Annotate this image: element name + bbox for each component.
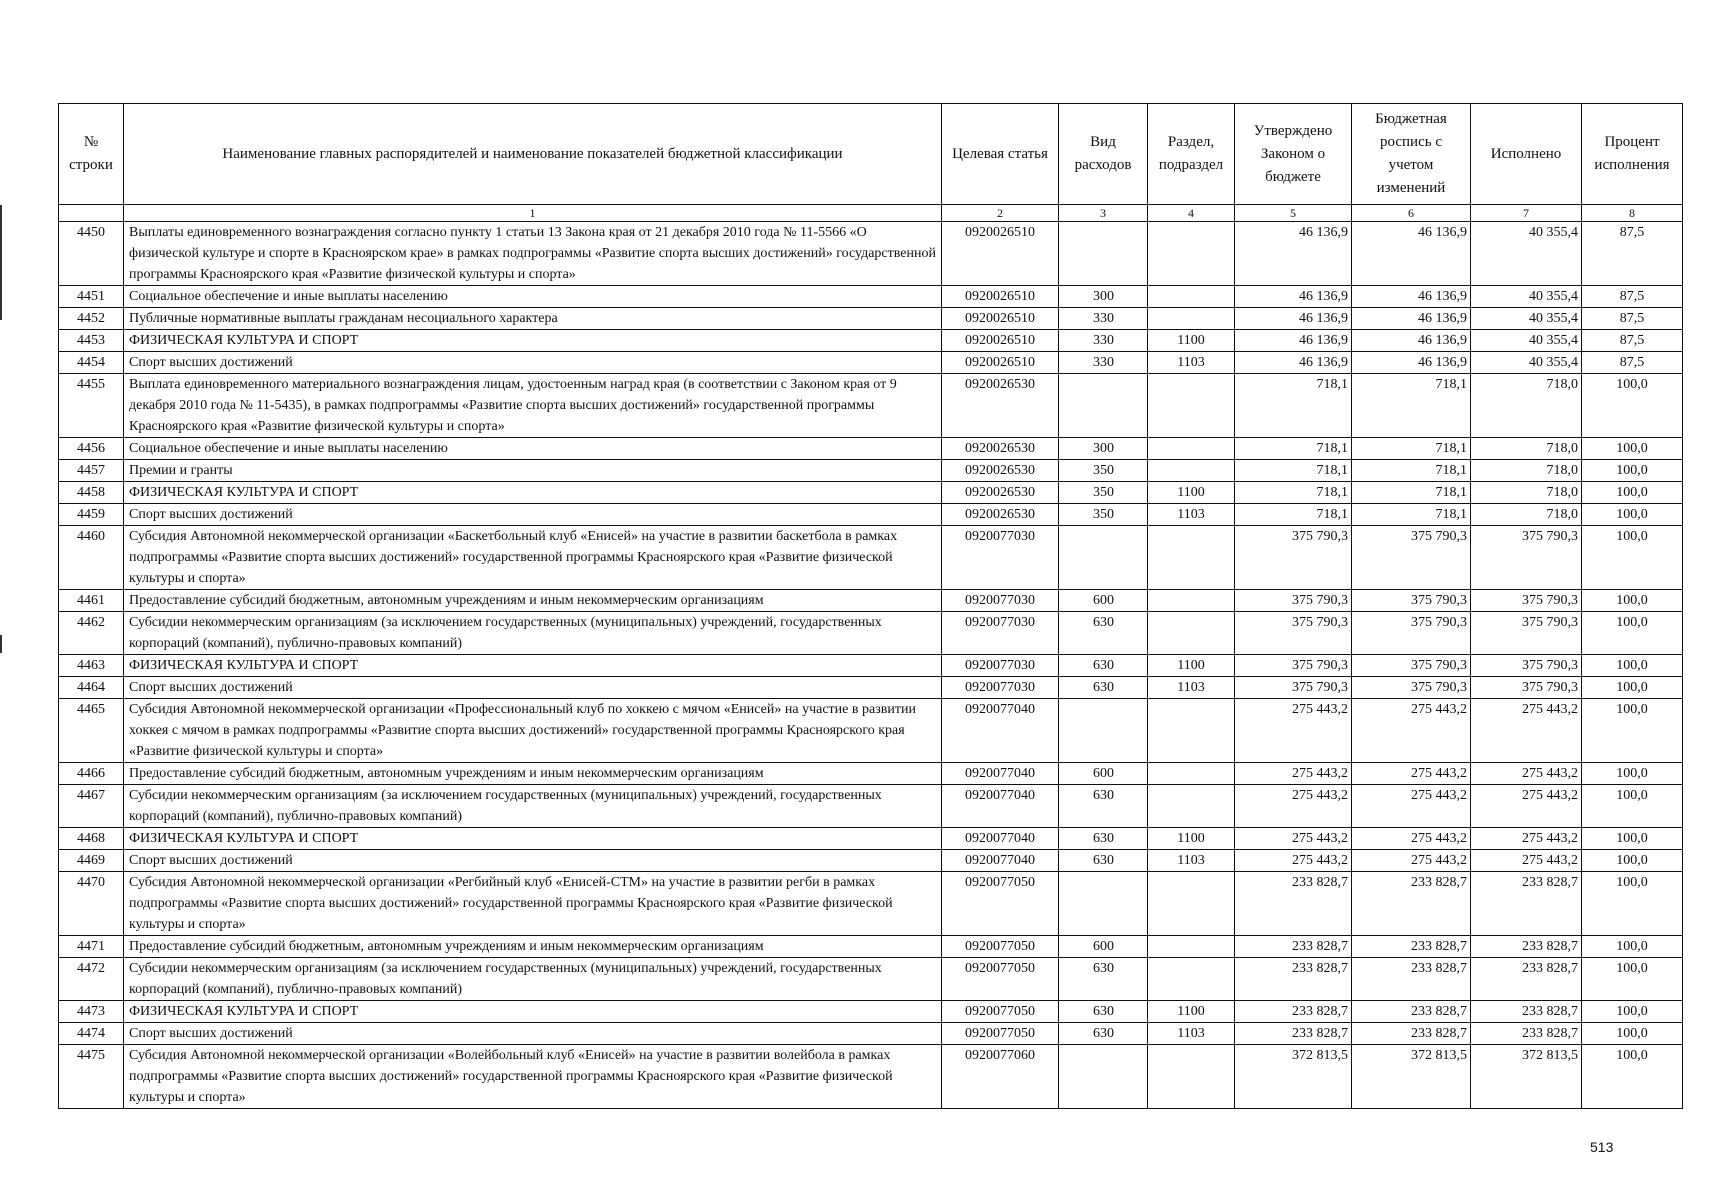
page-number: 513 bbox=[1590, 1139, 1614, 1155]
target-article-code: 0920026510 bbox=[942, 308, 1059, 330]
expense-type-code: 330 bbox=[1059, 308, 1148, 330]
target-article-code: 0920077050 bbox=[942, 1001, 1059, 1023]
expense-type-code: 350 bbox=[1059, 460, 1148, 482]
budget-schedule-amount: 718,1 bbox=[1352, 374, 1471, 438]
row-name: Субсидии некоммерческим организациям (за исключением государственных (муниципальных) учреждений, государственных корпораций (компаний), публично-правовых компаний) bbox=[124, 785, 942, 828]
row-name: Предоставление субсидий бюджетным, автономным учреждениям и иным некоммерческим организациям bbox=[124, 590, 942, 612]
header-percent: Процент исполнения bbox=[1582, 104, 1683, 205]
table-row bbox=[59, 677, 1683, 699]
approved-amount: 46 136,9 bbox=[1235, 352, 1352, 374]
row-name: Предоставление субсидий бюджетным, автономным учреждениям и иным некоммерческим организациям bbox=[124, 936, 942, 958]
table-row bbox=[59, 590, 1683, 612]
budget-schedule-amount: 718,1 bbox=[1352, 482, 1471, 504]
expense-type-code bbox=[1059, 699, 1148, 763]
section-code: 1103 bbox=[1148, 1023, 1235, 1045]
expense-type-code: 630 bbox=[1059, 677, 1148, 699]
row-name: Социальное обеспечение и иные выплаты населению bbox=[124, 286, 942, 308]
expense-type-code: 630 bbox=[1059, 958, 1148, 1001]
column-number: 7 bbox=[1471, 205, 1582, 222]
table-row bbox=[59, 1023, 1683, 1045]
header-row-number: № строки bbox=[59, 104, 124, 205]
executed-amount: 718,0 bbox=[1471, 460, 1582, 482]
table-body bbox=[59, 222, 1683, 1109]
executed-amount: 233 828,7 bbox=[1471, 1023, 1582, 1045]
table-row bbox=[59, 1001, 1683, 1023]
budget-schedule-amount: 275 443,2 bbox=[1352, 850, 1471, 872]
target-article-code: 0920077030 bbox=[942, 612, 1059, 655]
table-row bbox=[59, 438, 1683, 460]
table-row bbox=[59, 763, 1683, 785]
executed-amount: 275 443,2 bbox=[1471, 763, 1582, 785]
executed-amount: 718,0 bbox=[1471, 374, 1582, 438]
budget-schedule-amount: 275 443,2 bbox=[1352, 763, 1471, 785]
target-article-code: 0920026510 bbox=[942, 352, 1059, 374]
column-number: 5 bbox=[1235, 205, 1352, 222]
approved-amount: 375 790,3 bbox=[1235, 590, 1352, 612]
execution-percent: 100,0 bbox=[1582, 1001, 1683, 1023]
approved-amount: 275 443,2 bbox=[1235, 699, 1352, 763]
execution-percent: 100,0 bbox=[1582, 526, 1683, 590]
row-name: ФИЗИЧЕСКАЯ КУЛЬТУРА И СПОРТ bbox=[124, 482, 942, 504]
row-number: 4473 bbox=[59, 1001, 124, 1023]
execution-percent: 100,0 bbox=[1582, 374, 1683, 438]
approved-amount: 375 790,3 bbox=[1235, 526, 1352, 590]
row-number: 4474 bbox=[59, 1023, 124, 1045]
section-code: 1100 bbox=[1148, 482, 1235, 504]
column-number: 8 bbox=[1582, 205, 1683, 222]
budget-schedule-amount: 233 828,7 bbox=[1352, 958, 1471, 1001]
row-name: Субсидия Автономной некоммерческой организации «Волейбольный клуб «Енисей» на участие в развитии волейбола в рамках подпрограммы «Развитие спорта высших достижений» государственной программы Красноярского края «Развитие физической культуры и спорта» bbox=[124, 1045, 942, 1109]
budget-schedule-amount: 233 828,7 bbox=[1352, 872, 1471, 936]
budget-schedule-amount: 46 136,9 bbox=[1352, 330, 1471, 352]
target-article-code: 0920077030 bbox=[942, 677, 1059, 699]
budget-schedule-amount: 275 443,2 bbox=[1352, 828, 1471, 850]
section-code: 1103 bbox=[1148, 504, 1235, 526]
table-row bbox=[59, 504, 1683, 526]
approved-amount: 718,1 bbox=[1235, 460, 1352, 482]
expense-type-code: 630 bbox=[1059, 612, 1148, 655]
row-name: ФИЗИЧЕСКАЯ КУЛЬТУРА И СПОРТ bbox=[124, 828, 942, 850]
row-number: 4452 bbox=[59, 308, 124, 330]
row-name: Спорт высших достижений bbox=[124, 677, 942, 699]
column-number: 6 bbox=[1352, 205, 1471, 222]
target-article-code: 0920026530 bbox=[942, 460, 1059, 482]
section-code bbox=[1148, 612, 1235, 655]
table-row bbox=[59, 785, 1683, 828]
table-row bbox=[59, 850, 1683, 872]
row-number: 4451 bbox=[59, 286, 124, 308]
execution-percent: 87,5 bbox=[1582, 308, 1683, 330]
table-row bbox=[59, 655, 1683, 677]
row-name: Спорт высших достижений bbox=[124, 1023, 942, 1045]
row-name: Субсидия Автономной некоммерческой организации «Профессиональный клуб по хоккею с мячом «Енисей» на участие в развитии хоккея с мячом в рамках подпрограммы «Развитие спорта высших достижений» государственной программы Красноярского края «Развитие физической культуры и спорта» bbox=[124, 699, 942, 763]
table-row bbox=[59, 936, 1683, 958]
row-number: 4457 bbox=[59, 460, 124, 482]
approved-amount: 375 790,3 bbox=[1235, 677, 1352, 699]
execution-percent: 100,0 bbox=[1582, 612, 1683, 655]
executed-amount: 40 355,4 bbox=[1471, 308, 1582, 330]
approved-amount: 46 136,9 bbox=[1235, 222, 1352, 286]
row-number: 4462 bbox=[59, 612, 124, 655]
executed-amount: 375 790,3 bbox=[1471, 612, 1582, 655]
budget-schedule-amount: 375 790,3 bbox=[1352, 612, 1471, 655]
expense-type-code: 300 bbox=[1059, 286, 1148, 308]
budget-table bbox=[58, 103, 1683, 1109]
row-name: Спорт высших достижений bbox=[124, 850, 942, 872]
header-expense-type: Вид расходов bbox=[1059, 104, 1148, 205]
approved-amount: 275 443,2 bbox=[1235, 785, 1352, 828]
table-row bbox=[59, 828, 1683, 850]
executed-amount: 375 790,3 bbox=[1471, 655, 1582, 677]
approved-amount: 233 828,7 bbox=[1235, 872, 1352, 936]
expense-type-code: 600 bbox=[1059, 763, 1148, 785]
binder-mark bbox=[0, 205, 2, 320]
table-row bbox=[59, 460, 1683, 482]
execution-percent: 87,5 bbox=[1582, 222, 1683, 286]
target-article-code: 0920077040 bbox=[942, 763, 1059, 785]
row-number: 4475 bbox=[59, 1045, 124, 1109]
section-code: 1100 bbox=[1148, 655, 1235, 677]
target-article-code: 0920026530 bbox=[942, 374, 1059, 438]
execution-percent: 100,0 bbox=[1582, 958, 1683, 1001]
approved-amount: 372 813,5 bbox=[1235, 1045, 1352, 1109]
row-name: Публичные нормативные выплаты гражданам несоциального характера bbox=[124, 308, 942, 330]
budget-schedule-amount: 46 136,9 bbox=[1352, 308, 1471, 330]
executed-amount: 233 828,7 bbox=[1471, 1001, 1582, 1023]
budget-schedule-amount: 275 443,2 bbox=[1352, 699, 1471, 763]
budget-schedule-amount: 718,1 bbox=[1352, 438, 1471, 460]
section-code bbox=[1148, 958, 1235, 1001]
target-article-code: 0920077040 bbox=[942, 699, 1059, 763]
table-row bbox=[59, 872, 1683, 936]
section-code: 1100 bbox=[1148, 1001, 1235, 1023]
execution-percent: 100,0 bbox=[1582, 504, 1683, 526]
executed-amount: 375 790,3 bbox=[1471, 526, 1582, 590]
row-number: 4467 bbox=[59, 785, 124, 828]
executed-amount: 233 828,7 bbox=[1471, 872, 1582, 936]
budget-schedule-amount: 718,1 bbox=[1352, 504, 1471, 526]
header-executed: Исполнено bbox=[1471, 104, 1582, 205]
expense-type-code: 600 bbox=[1059, 936, 1148, 958]
expense-type-code: 300 bbox=[1059, 438, 1148, 460]
executed-amount: 372 813,5 bbox=[1471, 1045, 1582, 1109]
approved-amount: 233 828,7 bbox=[1235, 1023, 1352, 1045]
section-code bbox=[1148, 286, 1235, 308]
section-code bbox=[1148, 308, 1235, 330]
header-row bbox=[59, 104, 1683, 205]
column-numbers-row bbox=[59, 205, 1683, 222]
approved-amount: 233 828,7 bbox=[1235, 958, 1352, 1001]
row-name: Выплата единовременного материального вознаграждения лицам, удостоенным наград края (в соответствии с Законом края от 9 декабря 2010 года № 11-5435), в рамках подпрограммы «Развитие спорта высших достижений» государственной программы Красноярского края «Развитие физической культуры и спорта» bbox=[124, 374, 942, 438]
section-code bbox=[1148, 374, 1235, 438]
section-code: 1100 bbox=[1148, 330, 1235, 352]
expense-type-code: 600 bbox=[1059, 590, 1148, 612]
table-row bbox=[59, 526, 1683, 590]
execution-percent: 100,0 bbox=[1582, 763, 1683, 785]
executed-amount: 40 355,4 bbox=[1471, 222, 1582, 286]
executed-amount: 275 443,2 bbox=[1471, 850, 1582, 872]
section-code bbox=[1148, 590, 1235, 612]
executed-amount: 275 443,2 bbox=[1471, 828, 1582, 850]
approved-amount: 718,1 bbox=[1235, 504, 1352, 526]
execution-percent: 87,5 bbox=[1582, 286, 1683, 308]
target-article-code: 0920077030 bbox=[942, 655, 1059, 677]
execution-percent: 100,0 bbox=[1582, 872, 1683, 936]
approved-amount: 718,1 bbox=[1235, 438, 1352, 460]
row-number: 4469 bbox=[59, 850, 124, 872]
table-row bbox=[59, 308, 1683, 330]
section-code bbox=[1148, 460, 1235, 482]
table-row bbox=[59, 699, 1683, 763]
approved-amount: 275 443,2 bbox=[1235, 828, 1352, 850]
executed-amount: 718,0 bbox=[1471, 438, 1582, 460]
execution-percent: 100,0 bbox=[1582, 785, 1683, 828]
table-row bbox=[59, 222, 1683, 286]
section-code bbox=[1148, 526, 1235, 590]
approved-amount: 275 443,2 bbox=[1235, 850, 1352, 872]
budget-schedule-amount: 718,1 bbox=[1352, 460, 1471, 482]
executed-amount: 375 790,3 bbox=[1471, 590, 1582, 612]
row-name: ФИЗИЧЕСКАЯ КУЛЬТУРА И СПОРТ bbox=[124, 655, 942, 677]
expense-type-code: 630 bbox=[1059, 850, 1148, 872]
table-row bbox=[59, 958, 1683, 1001]
budget-schedule-amount: 46 136,9 bbox=[1352, 352, 1471, 374]
row-name: Премии и гранты bbox=[124, 460, 942, 482]
expense-type-code bbox=[1059, 526, 1148, 590]
row-name: ФИЗИЧЕСКАЯ КУЛЬТУРА И СПОРТ bbox=[124, 1001, 942, 1023]
target-article-code: 0920077050 bbox=[942, 1023, 1059, 1045]
row-name: Социальное обеспечение и иные выплаты населению bbox=[124, 438, 942, 460]
approved-amount: 718,1 bbox=[1235, 482, 1352, 504]
section-code bbox=[1148, 222, 1235, 286]
table-row bbox=[59, 482, 1683, 504]
table-row bbox=[59, 286, 1683, 308]
budget-schedule-amount: 233 828,7 bbox=[1352, 936, 1471, 958]
row-name: Спорт высших достижений bbox=[124, 504, 942, 526]
budget-schedule-amount: 375 790,3 bbox=[1352, 526, 1471, 590]
section-code bbox=[1148, 438, 1235, 460]
approved-amount: 275 443,2 bbox=[1235, 763, 1352, 785]
target-article-code: 0920026530 bbox=[942, 438, 1059, 460]
execution-percent: 87,5 bbox=[1582, 330, 1683, 352]
executed-amount: 40 355,4 bbox=[1471, 286, 1582, 308]
target-article-code: 0920077040 bbox=[942, 785, 1059, 828]
execution-percent: 100,0 bbox=[1582, 699, 1683, 763]
execution-percent: 100,0 bbox=[1582, 438, 1683, 460]
target-article-code: 0920026510 bbox=[942, 222, 1059, 286]
section-code: 1100 bbox=[1148, 828, 1235, 850]
row-number: 4461 bbox=[59, 590, 124, 612]
header-section: Раздел, подраздел bbox=[1148, 104, 1235, 205]
row-name: Субсидия Автономной некоммерческой организации «Баскетбольный клуб «Енисей» на участие в развитии баскетбола в рамках подпрограммы «Развитие спорта высших достижений» государственной программы Красноярского края «Развитие физической культуры и спорта» bbox=[124, 526, 942, 590]
target-article-code: 0920026510 bbox=[942, 330, 1059, 352]
table-row bbox=[59, 352, 1683, 374]
row-name: Субсидия Автономной некоммерческой организации «Регбийный клуб «Енисей-СТМ» на участие в развитии регби в рамках подпрограммы «Развитие спорта высших достижений» государственной программы Красноярского края «Развитие физической культуры и спорта» bbox=[124, 872, 942, 936]
executed-amount: 40 355,4 bbox=[1471, 352, 1582, 374]
header-budget-schedule: Бюджетная роспись с учетом изменений bbox=[1352, 104, 1471, 205]
row-number: 4456 bbox=[59, 438, 124, 460]
expense-type-code: 630 bbox=[1059, 1023, 1148, 1045]
column-number bbox=[59, 205, 124, 222]
execution-percent: 87,5 bbox=[1582, 352, 1683, 374]
row-name: Субсидии некоммерческим организациям (за исключением государственных (муниципальных) учреждений, государственных корпораций (компаний), публично-правовых компаний) bbox=[124, 612, 942, 655]
section-code bbox=[1148, 763, 1235, 785]
execution-percent: 100,0 bbox=[1582, 590, 1683, 612]
row-number: 4454 bbox=[59, 352, 124, 374]
budget-schedule-amount: 233 828,7 bbox=[1352, 1001, 1471, 1023]
section-code: 1103 bbox=[1148, 850, 1235, 872]
execution-percent: 100,0 bbox=[1582, 850, 1683, 872]
execution-percent: 100,0 bbox=[1582, 1023, 1683, 1045]
execution-percent: 100,0 bbox=[1582, 1045, 1683, 1109]
row-name: Выплаты единовременного вознаграждения согласно пункту 1 статьи 13 Закона края от 21 декабря 2010 года № 11-5566 «О физической культуре и спорте в Красноярском крае» в рамках подпрограммы «Развитие спорта высших достижений» государственной программы Красноярского края «Развитие физической культуры и спорта» bbox=[124, 222, 942, 286]
target-article-code: 0920077040 bbox=[942, 850, 1059, 872]
row-number: 4464 bbox=[59, 677, 124, 699]
approved-amount: 46 136,9 bbox=[1235, 308, 1352, 330]
header-approved: Утверждено Законом о бюджете bbox=[1235, 104, 1352, 205]
row-number: 4468 bbox=[59, 828, 124, 850]
row-number: 4472 bbox=[59, 958, 124, 1001]
budget-schedule-amount: 275 443,2 bbox=[1352, 785, 1471, 828]
approved-amount: 718,1 bbox=[1235, 374, 1352, 438]
expense-type-code: 330 bbox=[1059, 352, 1148, 374]
expense-type-code: 630 bbox=[1059, 828, 1148, 850]
approved-amount: 46 136,9 bbox=[1235, 286, 1352, 308]
row-number: 4458 bbox=[59, 482, 124, 504]
row-number: 4450 bbox=[59, 222, 124, 286]
table-row bbox=[59, 374, 1683, 438]
section-code bbox=[1148, 936, 1235, 958]
execution-percent: 100,0 bbox=[1582, 677, 1683, 699]
execution-percent: 100,0 bbox=[1582, 936, 1683, 958]
row-number: 4455 bbox=[59, 374, 124, 438]
executed-amount: 233 828,7 bbox=[1471, 936, 1582, 958]
execution-percent: 100,0 bbox=[1582, 482, 1683, 504]
row-name: Спорт высших достижений bbox=[124, 352, 942, 374]
binder-mark bbox=[0, 635, 2, 653]
target-article-code: 0920026530 bbox=[942, 504, 1059, 526]
executed-amount: 718,0 bbox=[1471, 482, 1582, 504]
executed-amount: 233 828,7 bbox=[1471, 958, 1582, 1001]
section-code bbox=[1148, 1045, 1235, 1109]
executed-amount: 718,0 bbox=[1471, 504, 1582, 526]
row-number: 4470 bbox=[59, 872, 124, 936]
expense-type-code: 350 bbox=[1059, 482, 1148, 504]
row-name: Субсидии некоммерческим организациям (за исключением государственных (муниципальных) учреждений, государственных корпораций (компаний), публично-правовых компаний) bbox=[124, 958, 942, 1001]
header-name: Наименование главных распорядителей и наименование показателей бюджетной классификации bbox=[124, 104, 942, 205]
target-article-code: 0920077030 bbox=[942, 526, 1059, 590]
expense-type-code: 330 bbox=[1059, 330, 1148, 352]
target-article-code: 0920077050 bbox=[942, 872, 1059, 936]
budget-schedule-amount: 375 790,3 bbox=[1352, 677, 1471, 699]
column-number: 4 bbox=[1148, 205, 1235, 222]
row-number: 4453 bbox=[59, 330, 124, 352]
expense-type-code: 630 bbox=[1059, 655, 1148, 677]
section-code bbox=[1148, 785, 1235, 828]
section-code bbox=[1148, 699, 1235, 763]
executed-amount: 275 443,2 bbox=[1471, 699, 1582, 763]
expense-type-code bbox=[1059, 374, 1148, 438]
budget-schedule-amount: 46 136,9 bbox=[1352, 286, 1471, 308]
expense-type-code: 350 bbox=[1059, 504, 1148, 526]
executed-amount: 375 790,3 bbox=[1471, 677, 1582, 699]
table-row bbox=[59, 612, 1683, 655]
target-article-code: 0920077050 bbox=[942, 936, 1059, 958]
approved-amount: 46 136,9 bbox=[1235, 330, 1352, 352]
approved-amount: 375 790,3 bbox=[1235, 655, 1352, 677]
table-row bbox=[59, 1045, 1683, 1109]
budget-schedule-amount: 375 790,3 bbox=[1352, 655, 1471, 677]
row-number: 4471 bbox=[59, 936, 124, 958]
approved-amount: 375 790,3 bbox=[1235, 612, 1352, 655]
execution-percent: 100,0 bbox=[1582, 460, 1683, 482]
section-code: 1103 bbox=[1148, 352, 1235, 374]
budget-schedule-amount: 233 828,7 bbox=[1352, 1023, 1471, 1045]
expense-type-code bbox=[1059, 222, 1148, 286]
section-code bbox=[1148, 872, 1235, 936]
row-number: 4466 bbox=[59, 763, 124, 785]
target-article-code: 0920077040 bbox=[942, 828, 1059, 850]
column-number: 3 bbox=[1059, 205, 1148, 222]
row-number: 4459 bbox=[59, 504, 124, 526]
header-target-article: Целевая статья bbox=[942, 104, 1059, 205]
target-article-code: 0920026510 bbox=[942, 286, 1059, 308]
executed-amount: 40 355,4 bbox=[1471, 330, 1582, 352]
budget-schedule-amount: 372 813,5 bbox=[1352, 1045, 1471, 1109]
target-article-code: 0920026530 bbox=[942, 482, 1059, 504]
execution-percent: 100,0 bbox=[1582, 828, 1683, 850]
expense-type-code: 630 bbox=[1059, 785, 1148, 828]
target-article-code: 0920077050 bbox=[942, 958, 1059, 1001]
execution-percent: 100,0 bbox=[1582, 655, 1683, 677]
target-article-code: 0920077060 bbox=[942, 1045, 1059, 1109]
target-article-code: 0920077030 bbox=[942, 590, 1059, 612]
approved-amount: 233 828,7 bbox=[1235, 936, 1352, 958]
column-number: 2 bbox=[942, 205, 1059, 222]
expense-type-code bbox=[1059, 1045, 1148, 1109]
row-number: 4460 bbox=[59, 526, 124, 590]
row-number: 4463 bbox=[59, 655, 124, 677]
row-name: ФИЗИЧЕСКАЯ КУЛЬТУРА И СПОРТ bbox=[124, 330, 942, 352]
executed-amount: 275 443,2 bbox=[1471, 785, 1582, 828]
expense-type-code: 630 bbox=[1059, 1001, 1148, 1023]
approved-amount: 233 828,7 bbox=[1235, 1001, 1352, 1023]
expense-type-code bbox=[1059, 872, 1148, 936]
section-code: 1103 bbox=[1148, 677, 1235, 699]
row-name: Предоставление субсидий бюджетным, автономным учреждениям и иным некоммерческим организациям bbox=[124, 763, 942, 785]
budget-schedule-amount: 375 790,3 bbox=[1352, 590, 1471, 612]
column-number: 1 bbox=[124, 205, 942, 222]
row-number: 4465 bbox=[59, 699, 124, 763]
budget-schedule-amount: 46 136,9 bbox=[1352, 222, 1471, 286]
table-row bbox=[59, 330, 1683, 352]
